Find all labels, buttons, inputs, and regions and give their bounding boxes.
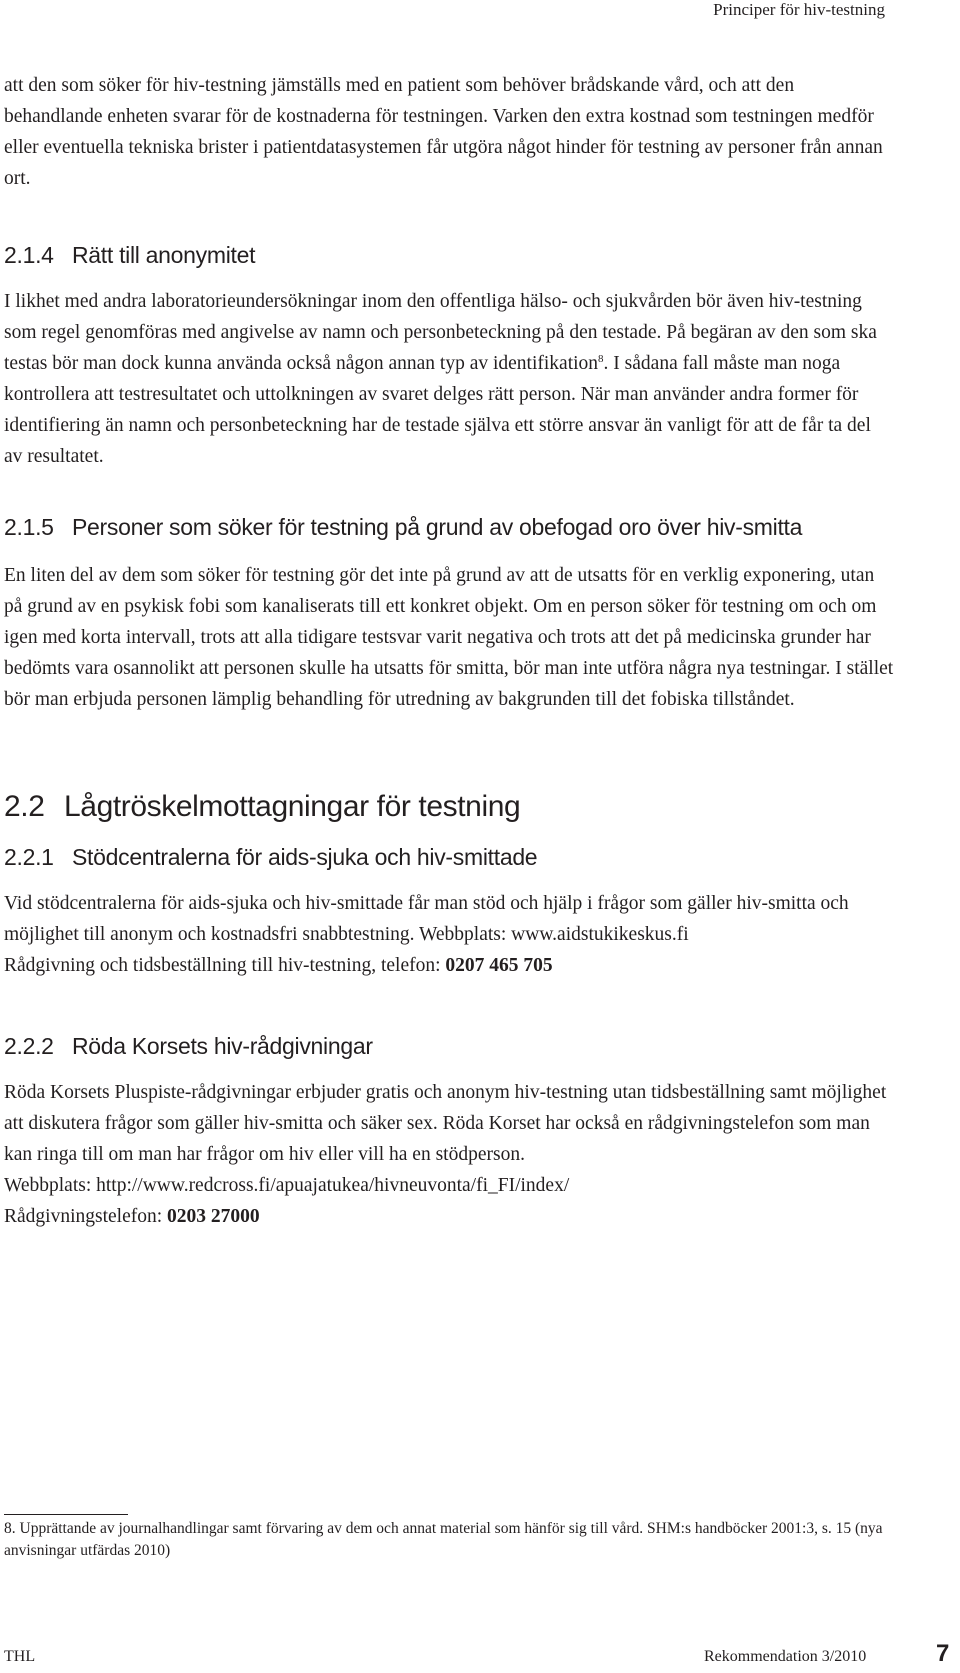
section-title: Stödcentralerna för aids-sjuka och hiv-smittade: [72, 844, 538, 870]
section-title: Rätt till anonymitet: [72, 242, 256, 268]
page-number: 7: [936, 1640, 950, 1667]
section-2-2-2-heading: [4, 1031, 373, 1061]
phone-label: Rådgivning och tidsbeställning till hiv-testning, telefon:: [4, 955, 446, 976]
section-2-1-4-paragraph: [4, 286, 894, 472]
paragraph-text: I likhet med andra laboratorieundersökningar inom den offentliga hälso- och sjukvården bör även hiv-testning som regel genomföras med angivelse av namn och personbeteckning på den testade. På begäran av den som ska testas bör man dock kunna använda också någon annan typ av identifikation: [4, 291, 877, 374]
section-number: 2.2.2: [4, 1033, 54, 1059]
section-title: Röda Korsets hiv-rådgivningar: [72, 1033, 373, 1059]
section-2-2-1-heading: [4, 842, 537, 872]
website-line: Webbplats: http://www.redcross.fi/apuajatukea/hivneuvonta/fi_FI/index/: [4, 1175, 570, 1196]
intro-paragraph: att den som söker för hiv-testning jämställs med en patient som behöver brådskande vård, och att den behandlande enheten svarar för de kostnaderna för testningen. Varken den extra kostnad som testningen medför eller eventuella tekniska brister i patientdatasystemen får utgöra något hinder för testning av personer från annan ort.: [4, 75, 883, 189]
paragraph-text: Vid stödcentralerna för aids-sjuka och hiv-smittade får man stöd och hjälp i frågor som gäller hiv-smitta och möjlighet till anonym och kostnadsfri snabbtestning. Webbplats: www.aidstukikeskus.fi: [4, 893, 849, 945]
section-2-2-2-paragraph: [4, 1077, 894, 1232]
section-2-2-heading: [4, 788, 520, 826]
section-2-1-5-heading: [4, 512, 802, 542]
section-title: Lågtröskelmottagningar för testning: [64, 790, 521, 823]
section-2-2-1-paragraph: [4, 888, 894, 981]
phone-number: 0207 465 705: [445, 955, 553, 976]
section-2-1-4-heading: [4, 240, 255, 270]
phone-label: Rådgivningstelefon:: [4, 1206, 168, 1227]
section-number: 2.2: [4, 790, 45, 823]
section-number: 2.1.5: [4, 514, 54, 540]
section-number: 2.1.4: [4, 242, 54, 268]
paragraph-text: Röda Korsets Pluspiste-rådgivningar erbjuder gratis och anonym hiv-testning utan tidsbeställning samt möjlighet att diskutera frågor som gäller hiv-smitta och säker sex. Röda Korset har också en rådgivningstelefon som man kan ringa till om man har frågor om hiv eller vill ha en stödperson.: [4, 1082, 887, 1165]
footer-series: Rekommendation 3/2010: [704, 1648, 867, 1665]
paragraph-text: . I sådana fall måste man noga kontrollera att testresultatet och uttolkningen av svaret delges rätt person. När man använder andra former för identifiering än namn och personbeteckning har de testade själva ett större ansvar än vanligt för att de får ta del av resultatet.: [4, 353, 871, 467]
running-header: Principer för hiv-testning: [713, 0, 885, 19]
section-2-1-5-paragraph: En liten del av dem som söker för testning gör det inte på grund av att de utsatts för en verklig exponering, utan på grund av en psykisk fobi som kanaliserats till ett konkret objekt. Om en person söker för testning om och om igen med korta intervall, trots att alla tidigare testsvar varit negativa och trots att det på medicinska grunder har bedömts vara osannolikt att personen skulle ha utsatts för smitta, bör man inte utföra några nya testningar. I stället bör man erbjuda personen lämplig behandling för utredning av bakgrunden till det fobiska tillståndet.: [4, 565, 894, 710]
footer-publisher: THL: [4, 1648, 36, 1665]
section-title: Personer som söker för testning på grund av obefogad oro över hiv-smitta: [72, 514, 803, 540]
footnote-8: 8. Upprättande av journalhandlingar samt förvaring av dem och annat material som hänför sig till vård. SHM:s handböcker 2001:3, s. 15 (nya anvisningar utfärdas 2010): [4, 1520, 883, 1559]
footnote-reference: 8: [598, 353, 604, 365]
footnote-divider: [4, 1514, 128, 1515]
section-number: 2.2.1: [4, 844, 54, 870]
phone-number: 0203 27000: [167, 1206, 260, 1227]
